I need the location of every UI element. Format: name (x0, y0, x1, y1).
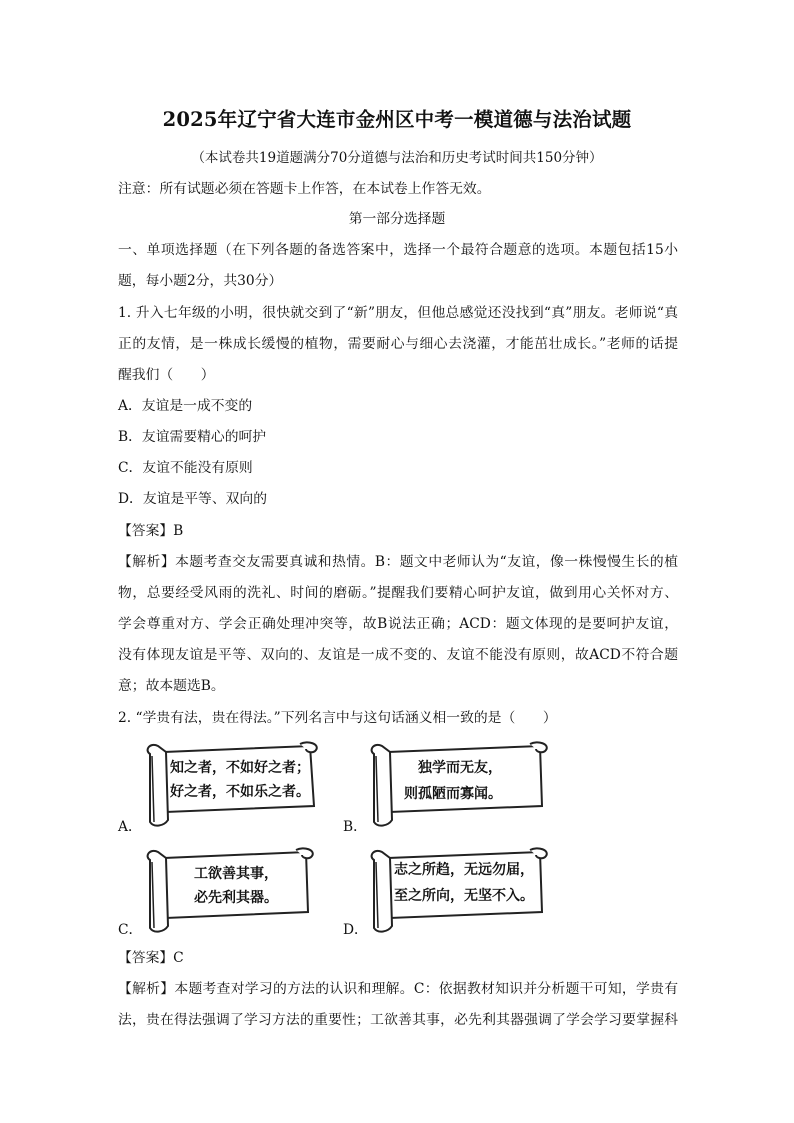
notice-text: 注意：所有试题必须在答题卡上作答，在本试卷上作答无效。 (118, 181, 491, 197)
q2-choice-a-line1: 知之者，不如好之者； (170, 760, 310, 776)
q2-analysis-line2: 法，贵在得法强调了学习方法的重要性；工欲善其事，必先利其器强调了学会学习要掌握科 (118, 1012, 678, 1028)
q2-choice-c-label: C． (118, 922, 143, 938)
q2-answer: 【答案】C (118, 950, 184, 966)
q2-choice-d-label: D． (343, 922, 368, 938)
page-title: 2025年辽宁省大连市金州区中考一模道德与法治试题 (162, 108, 632, 131)
q1-option-a: A．友谊是一成不变的 (118, 398, 253, 414)
q2-choice-c-line1: 工欲善其事， (194, 866, 278, 882)
q2-stem: 2. “学贵有法，贵在得法。”下列名言中与这句话涵义相一致的是（ ） (118, 710, 557, 726)
q2-choice-a-line2: 好之者，不如乐之者。 (170, 784, 310, 800)
q2-choice-d-scroll (366, 846, 552, 936)
q1-stem-line3: 醒我们（ ） (118, 367, 215, 383)
q1-option-c: C．友谊不能没有原则 (118, 460, 253, 476)
q2-choice-d-line2: 至之所向，无坚不入。 (394, 888, 534, 904)
page-subtitle: （本试卷共19道题满分70分道德与法治和历史考试时间共150分钟） (191, 150, 603, 166)
q2-choice-c-scroll (142, 846, 318, 936)
section-heading-line1: 一、单项选择题（在下列各题的备选答案中，选择一个最符合题意的选项。本题包括15小 (118, 242, 678, 258)
q2-choice-a-label: A． (118, 819, 142, 835)
q1-stem-line1: 1. 升入七年级的小明，很快就交到了“新”朋友，但他总感觉还没找到“真”朋友。老师说“真 (118, 305, 678, 321)
q2-choice-b-line2: 则孤陋而寡闻。 (404, 786, 502, 802)
q2-choice-b-line1: 独学而无友， (418, 760, 502, 776)
q1-analysis-line4: 没有体现友谊是平等、双向的、友谊是一成不变的、友谊不能没有原则，故ACD不符合题 (118, 647, 678, 663)
q1-answer: 【答案】B (118, 523, 184, 539)
q2-analysis-line1: 【解析】本题考查对学习的方法的认识和理解。C：依据教材知识并分析题干可知，学贵有 (118, 981, 678, 997)
q1-analysis-line3: 学会尊重对方、学会正确处理冲突等，故B说法正确；ACD：题文体现的是要呵护友谊， (118, 616, 678, 632)
q2-choice-c-line2: 必先利其器。 (194, 890, 278, 906)
q2-choice-b-label: B． (343, 819, 367, 835)
part-title: 第一部分选择题 (348, 211, 446, 227)
section-heading-line2: 题，每小题2分，共30分） (118, 273, 283, 289)
q1-analysis-line2: 物，总要经受风雨的洗礼、时间的磨砺。”提醒我们要精心呵护友谊，做到用心关怀对方、 (118, 585, 678, 601)
q1-stem-line2: 正的友情，是一株成长缓慢的植物，需要耐心与细心去浇灌，才能茁壮成长。”老师的话提 (118, 336, 678, 352)
q2-choice-a-scroll (142, 740, 322, 830)
q1-option-b: B．友谊需要精心的呵护 (118, 429, 267, 445)
q1-analysis-line1: 【解析】本题考查交友需要真诚和热情。B：题文中老师认为“友谊，像一株慢慢生长的植 (118, 554, 678, 570)
q2-choice-b-scroll (366, 740, 552, 830)
q2-choice-d-line1: 志之所趋，无远勿届， (394, 862, 534, 878)
q1-analysis-line5: 意；故本题选B。 (118, 678, 225, 694)
q1-option-d: D．友谊是平等、双向的 (118, 491, 268, 507)
